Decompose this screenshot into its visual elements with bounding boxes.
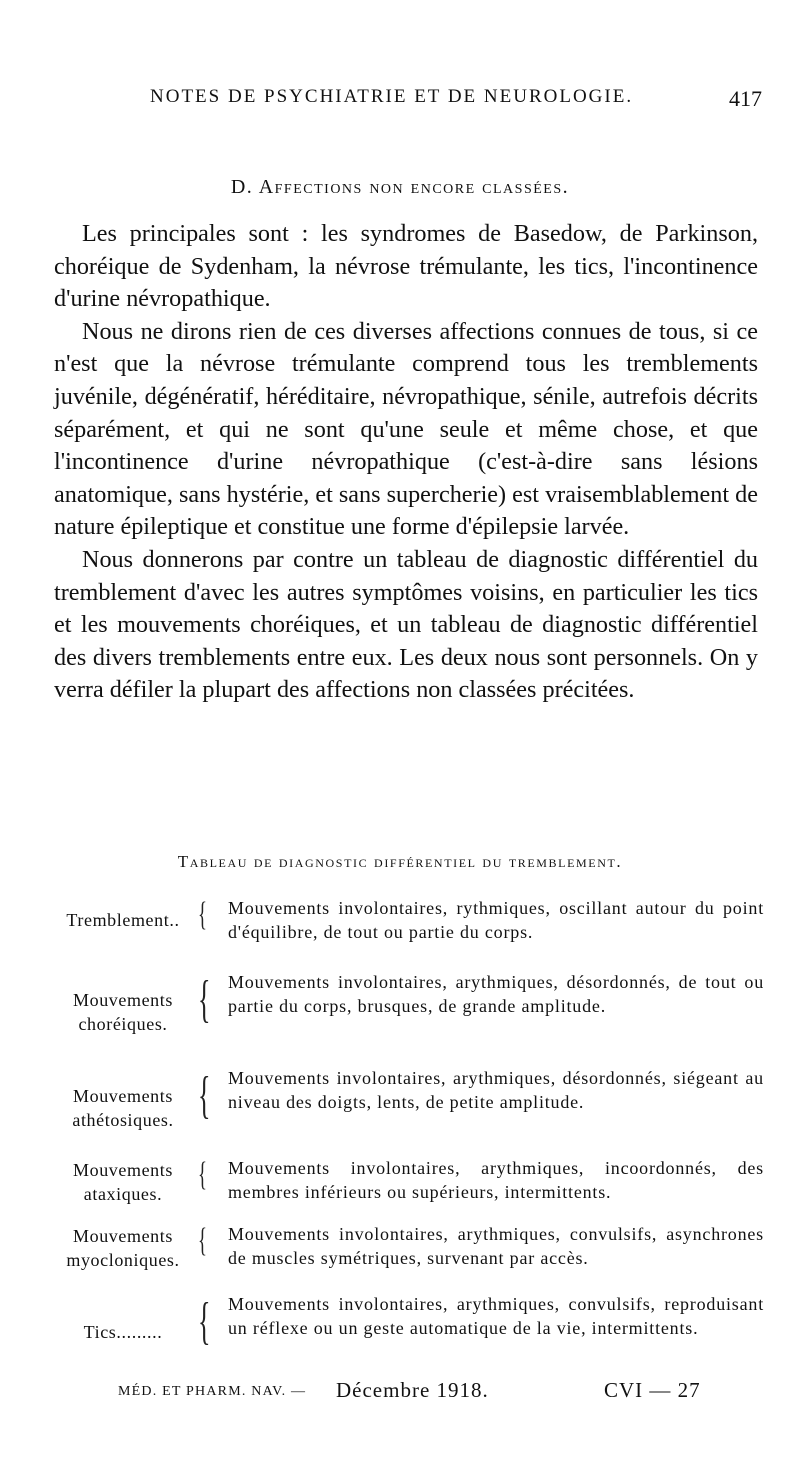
brace-icon: { bbox=[198, 1067, 211, 1124]
row-term: Tremblement.. bbox=[66, 910, 180, 930]
row-term: Mouvements ataxiques. bbox=[73, 1160, 173, 1204]
row-term: Mouvements choréiques. bbox=[73, 990, 173, 1034]
footer-date: Décembre 1918. bbox=[336, 1378, 489, 1402]
row-description: Mouvements involontaires, rythmiques, oscillant autour du point d'équilibre, de tout ou partie du corps. bbox=[228, 898, 764, 942]
paragraph-2: Nous ne dirons rien de ces diverses affections connues de tous, si ce n'est que la névrose trémulante comprend tous les tremblements juvénile, dégénératif, héréditaire, névropathique, sénile, autrefois décrits séparément, et qui ne sont qu'une seule et même chose, et que l'incontinence d'urine névropathique (c'est-à-dire sans lésions anatomique, sans hystérie, et sans supercherie) est vraisemblablement de nature épileptique et constitue une forme d'épilepsie larvée. bbox=[54, 317, 758, 541]
section-heading: D. Affections non encore classées. bbox=[230, 176, 570, 198]
row-term: Mouvements athétosiques. bbox=[72, 1086, 174, 1130]
table-title: Tableau de diagnostic différentiel du tremblement. bbox=[177, 852, 623, 871]
row-description: Mouvements involontaires, arythmiques, incoordonnés, des membres inférieurs ou supérieurs, intermittents. bbox=[228, 1158, 764, 1202]
brace-icon: { bbox=[198, 1156, 207, 1193]
footer bbox=[0, 1378, 800, 1408]
running-head bbox=[0, 86, 800, 116]
row-description: Mouvements involontaires, arythmiques, désordonnés, de tout ou partie du corps, brusques, de grande amplitude. bbox=[228, 972, 764, 1016]
row-description: Mouvements involontaires, arythmiques, convulsifs, asynchrones de muscles symétriques, survenant par accès. bbox=[228, 1224, 764, 1268]
running-title: NOTES DE PSYCHIATRIE ET DE NEUROLOGIE. bbox=[150, 86, 634, 107]
body-text bbox=[54, 218, 758, 707]
brace-icon: { bbox=[198, 1293, 211, 1350]
paragraph-3: Nous donnerons par contre un tableau de diagnostic différentiel du tremblement d'avec les autres symptômes voisins, en particulier les tics et les mouvements choréiques, et un tableau de diagnostic différentiel des divers tremblements entre eux. Les deux nous sont personnels. On y verra défiler la plupart des affections non classées précitées. bbox=[54, 545, 758, 704]
brace-icon: { bbox=[198, 971, 211, 1028]
row-description: Mouvements involontaires, arythmiques, désordonnés, siégeant au niveau des doigts, lents, de petite amplitude. bbox=[228, 1068, 764, 1112]
row-description: Mouvements involontaires, arythmiques, convulsifs, reproduisant un réflexe ou un geste automatique de la vie, intermittents. bbox=[228, 1294, 764, 1338]
footer-signature: CVI — 27 bbox=[604, 1378, 701, 1402]
row-term: Mouvements myocloniques. bbox=[66, 1226, 180, 1270]
footer-journal: MÉD. ET PHARM. NAV. — bbox=[118, 1384, 307, 1399]
brace-icon: { bbox=[198, 896, 207, 933]
row-term: Tics......... bbox=[83, 1322, 163, 1342]
paragraph-1: Les principales sont : les syndromes de Basedow, de Parkinson, choréique de Sydenham, la névrose trémulante, les tics, l'incontinence d'urine névropathique. bbox=[54, 220, 758, 313]
brace-icon: { bbox=[198, 1222, 207, 1259]
page-number: 417 bbox=[729, 86, 762, 111]
